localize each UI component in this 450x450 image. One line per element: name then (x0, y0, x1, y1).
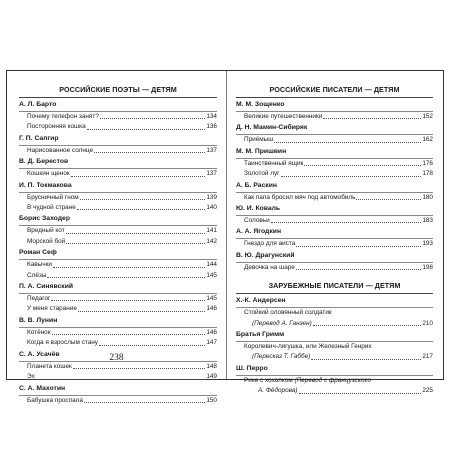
author-heading: Борис Заходер (19, 213, 217, 226)
author-heading: Ш. Перро (236, 363, 433, 376)
toc-entry[interactable]: Планета кошек 148 (27, 362, 217, 370)
toc-entry[interactable]: Брусничный гном 139 (27, 193, 217, 201)
toc-entry[interactable]: Приёмыш 162 (244, 136, 433, 144)
toc-entry[interactable]: Почему телефон занят? 134 (27, 113, 217, 120)
author-heading: Братья Гримм (236, 329, 433, 342)
page-number: 238 (109, 353, 124, 363)
author-heading: В. Ю. Драгунский (236, 250, 433, 263)
toc-entry[interactable]: Как папа бросил мяч под автомобиль 180 (244, 193, 433, 201)
toc-entry[interactable]: Соловьи 183 (244, 217, 433, 225)
section-title-foreign-writers: ЗАРУБЕЖНЫЕ ПИСАТЕЛИ — ДЕТЯМ (236, 281, 433, 294)
toc-entry[interactable]: Великие путешественники 152 (244, 113, 433, 120)
author-heading: А. Л. Барто (19, 99, 217, 112)
toc-entry[interactable]: Слёзы 145 (27, 271, 217, 279)
author-heading: С. А. Махотин (19, 383, 217, 396)
author-heading: Ю. И. Коваль (236, 203, 433, 216)
toc-entry[interactable]: Рике с хохолком (Перевод с французского А. Фёдорова) 225 (244, 376, 433, 395)
toc-entry[interactable]: Королевич-лягушка, или Железный Генрих (Пересказ Т. Габбе) 217 (244, 343, 433, 361)
toc-entry[interactable]: Котёнок 146 (27, 328, 217, 336)
author-heading: А. А. Ягодкин (236, 226, 433, 239)
author-heading: М. М. Зощенко (236, 99, 433, 112)
author-heading: В. В. Лунин (19, 315, 217, 328)
author-heading: В. Д. Берестов (19, 156, 217, 169)
author-heading: Роман Сеф (19, 247, 217, 260)
toc-entry[interactable]: Девочка на шаре 198 (244, 263, 433, 271)
book-page (6, 70, 444, 404)
toc-entry[interactable]: Таинственный ящик 176 (244, 159, 433, 167)
toc-entry[interactable]: Эх 149 (27, 373, 217, 381)
author-heading: Д. Н. Мамин-Сибиряк (236, 122, 433, 135)
toc-entry[interactable]: Кошкин щенок 137 (27, 170, 217, 178)
toc-entry[interactable]: Нарисованное солнце 137 (27, 146, 217, 154)
author-heading: Х.-К. Андерсен (236, 295, 433, 308)
toc-entry[interactable]: В чудной стране 140 (27, 204, 217, 212)
toc-entry[interactable]: Кавычки 144 (27, 261, 217, 269)
toc-entry[interactable]: Педагог 145 (27, 295, 217, 303)
toc-entry[interactable]: Вредный кот 141 (27, 227, 217, 235)
author-heading: А. Б. Раскин (236, 180, 433, 193)
author-heading: М. М. Пришвин (236, 146, 433, 159)
toc-entry[interactable]: Бабушка проспала 150 (27, 396, 217, 404)
toc-entry[interactable]: Стойкий оловянный солдатик (Перевод А. Ганзен) 210 (244, 309, 433, 327)
section-title-russian-poets: РОССИЙСКИЕ ПОЭТЫ — ДЕТЯМ (19, 85, 217, 98)
toc-entry[interactable]: Морской бой 142 (27, 237, 217, 245)
toc-entry[interactable]: Гнездо для аиста 193 (244, 240, 433, 248)
toc-entry[interactable]: Посторонняя кошка 136 (27, 123, 217, 131)
toc-entry[interactable]: У меня старание 146 (27, 305, 217, 313)
column-divider (226, 71, 227, 379)
author-heading: Г. П. Сапгир (19, 133, 217, 146)
toc-entry[interactable]: Золотой луг 178 (244, 170, 433, 178)
author-heading: П. А. Синявский (19, 281, 217, 294)
section-title-russian-writers: РОССИЙСКИЕ ПИСАТЕЛИ — ДЕТЯМ (236, 85, 433, 98)
author-heading: С. А. Усачёв (19, 349, 217, 362)
right-column (236, 85, 433, 397)
toc-entry[interactable]: Когда я взрослым стану 147 (27, 339, 217, 347)
author-heading: И. П. Токмакова (19, 180, 217, 193)
